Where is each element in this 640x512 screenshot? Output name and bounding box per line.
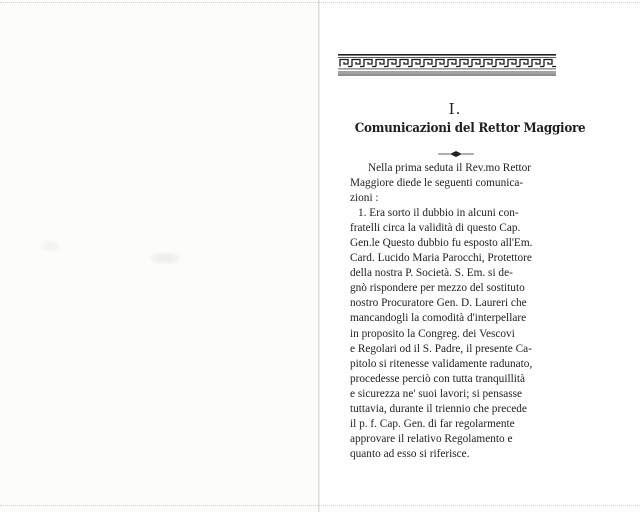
page-edge-bottom — [0, 505, 640, 507]
text-line: Nella prima seduta il Rev.mo Rettor — [368, 162, 532, 174]
text-line: zioni : — [350, 192, 379, 205]
text-line: e sicurezza ne' suoi lavori; si pensasse — [350, 387, 523, 400]
text-line: e Regolari od il S. Padre, il presente Ca- — [350, 342, 532, 355]
text-line: procedesse perciò con tutta tranquillità — [350, 372, 526, 385]
body-text — [350, 161, 566, 462]
text-line: fratelli circa la validità di questo Cap. — [350, 222, 521, 235]
text-line: Gen.le Questo dubbio fu esposto all'Em. — [350, 237, 533, 250]
divider-ornament — [436, 143, 476, 151]
text-line: gnò rispondere per mezzo del sostituto — [350, 282, 525, 295]
text-line: approvare il relativo Regolamento e — [350, 432, 513, 445]
text-line: 1. Era sorto il dubbio in alcuni con- — [358, 207, 519, 220]
text-line: Card. Lucido Maria Parocchi, Protettore — [350, 252, 532, 265]
paper-smudge — [150, 252, 180, 264]
page-edge-top — [0, 2, 640, 4]
text-line: tuttavia, durante il triennio che precede — [350, 402, 527, 415]
chapter-title: Comunicazioni del Rettor Maggiore — [354, 121, 586, 136]
left-page-blank — [0, 0, 318, 512]
text-line: pitolo si ritenesse validamente radunato, — [350, 357, 533, 370]
text-line: della nostra P. Società. S. Em. si de- — [350, 267, 513, 280]
text-line: in proposito la Congreg. dei Vescovi — [350, 327, 515, 340]
text-line: mancandogli la comodità d'interpellare — [350, 312, 527, 325]
text-line: Maggiore diede le seguenti comunica- — [350, 177, 524, 190]
text-line: il p. f. Cap. Gen. di far regolarmente — [350, 417, 515, 430]
text-line: quanto ad esso si riferisce. — [350, 447, 470, 460]
chapter-number: I. — [448, 100, 462, 118]
text-line: nostro Procuratore Gen. D. Laureri che — [350, 297, 527, 310]
greek-key-header-ornament — [338, 54, 556, 76]
paper-smudge — [40, 240, 60, 252]
